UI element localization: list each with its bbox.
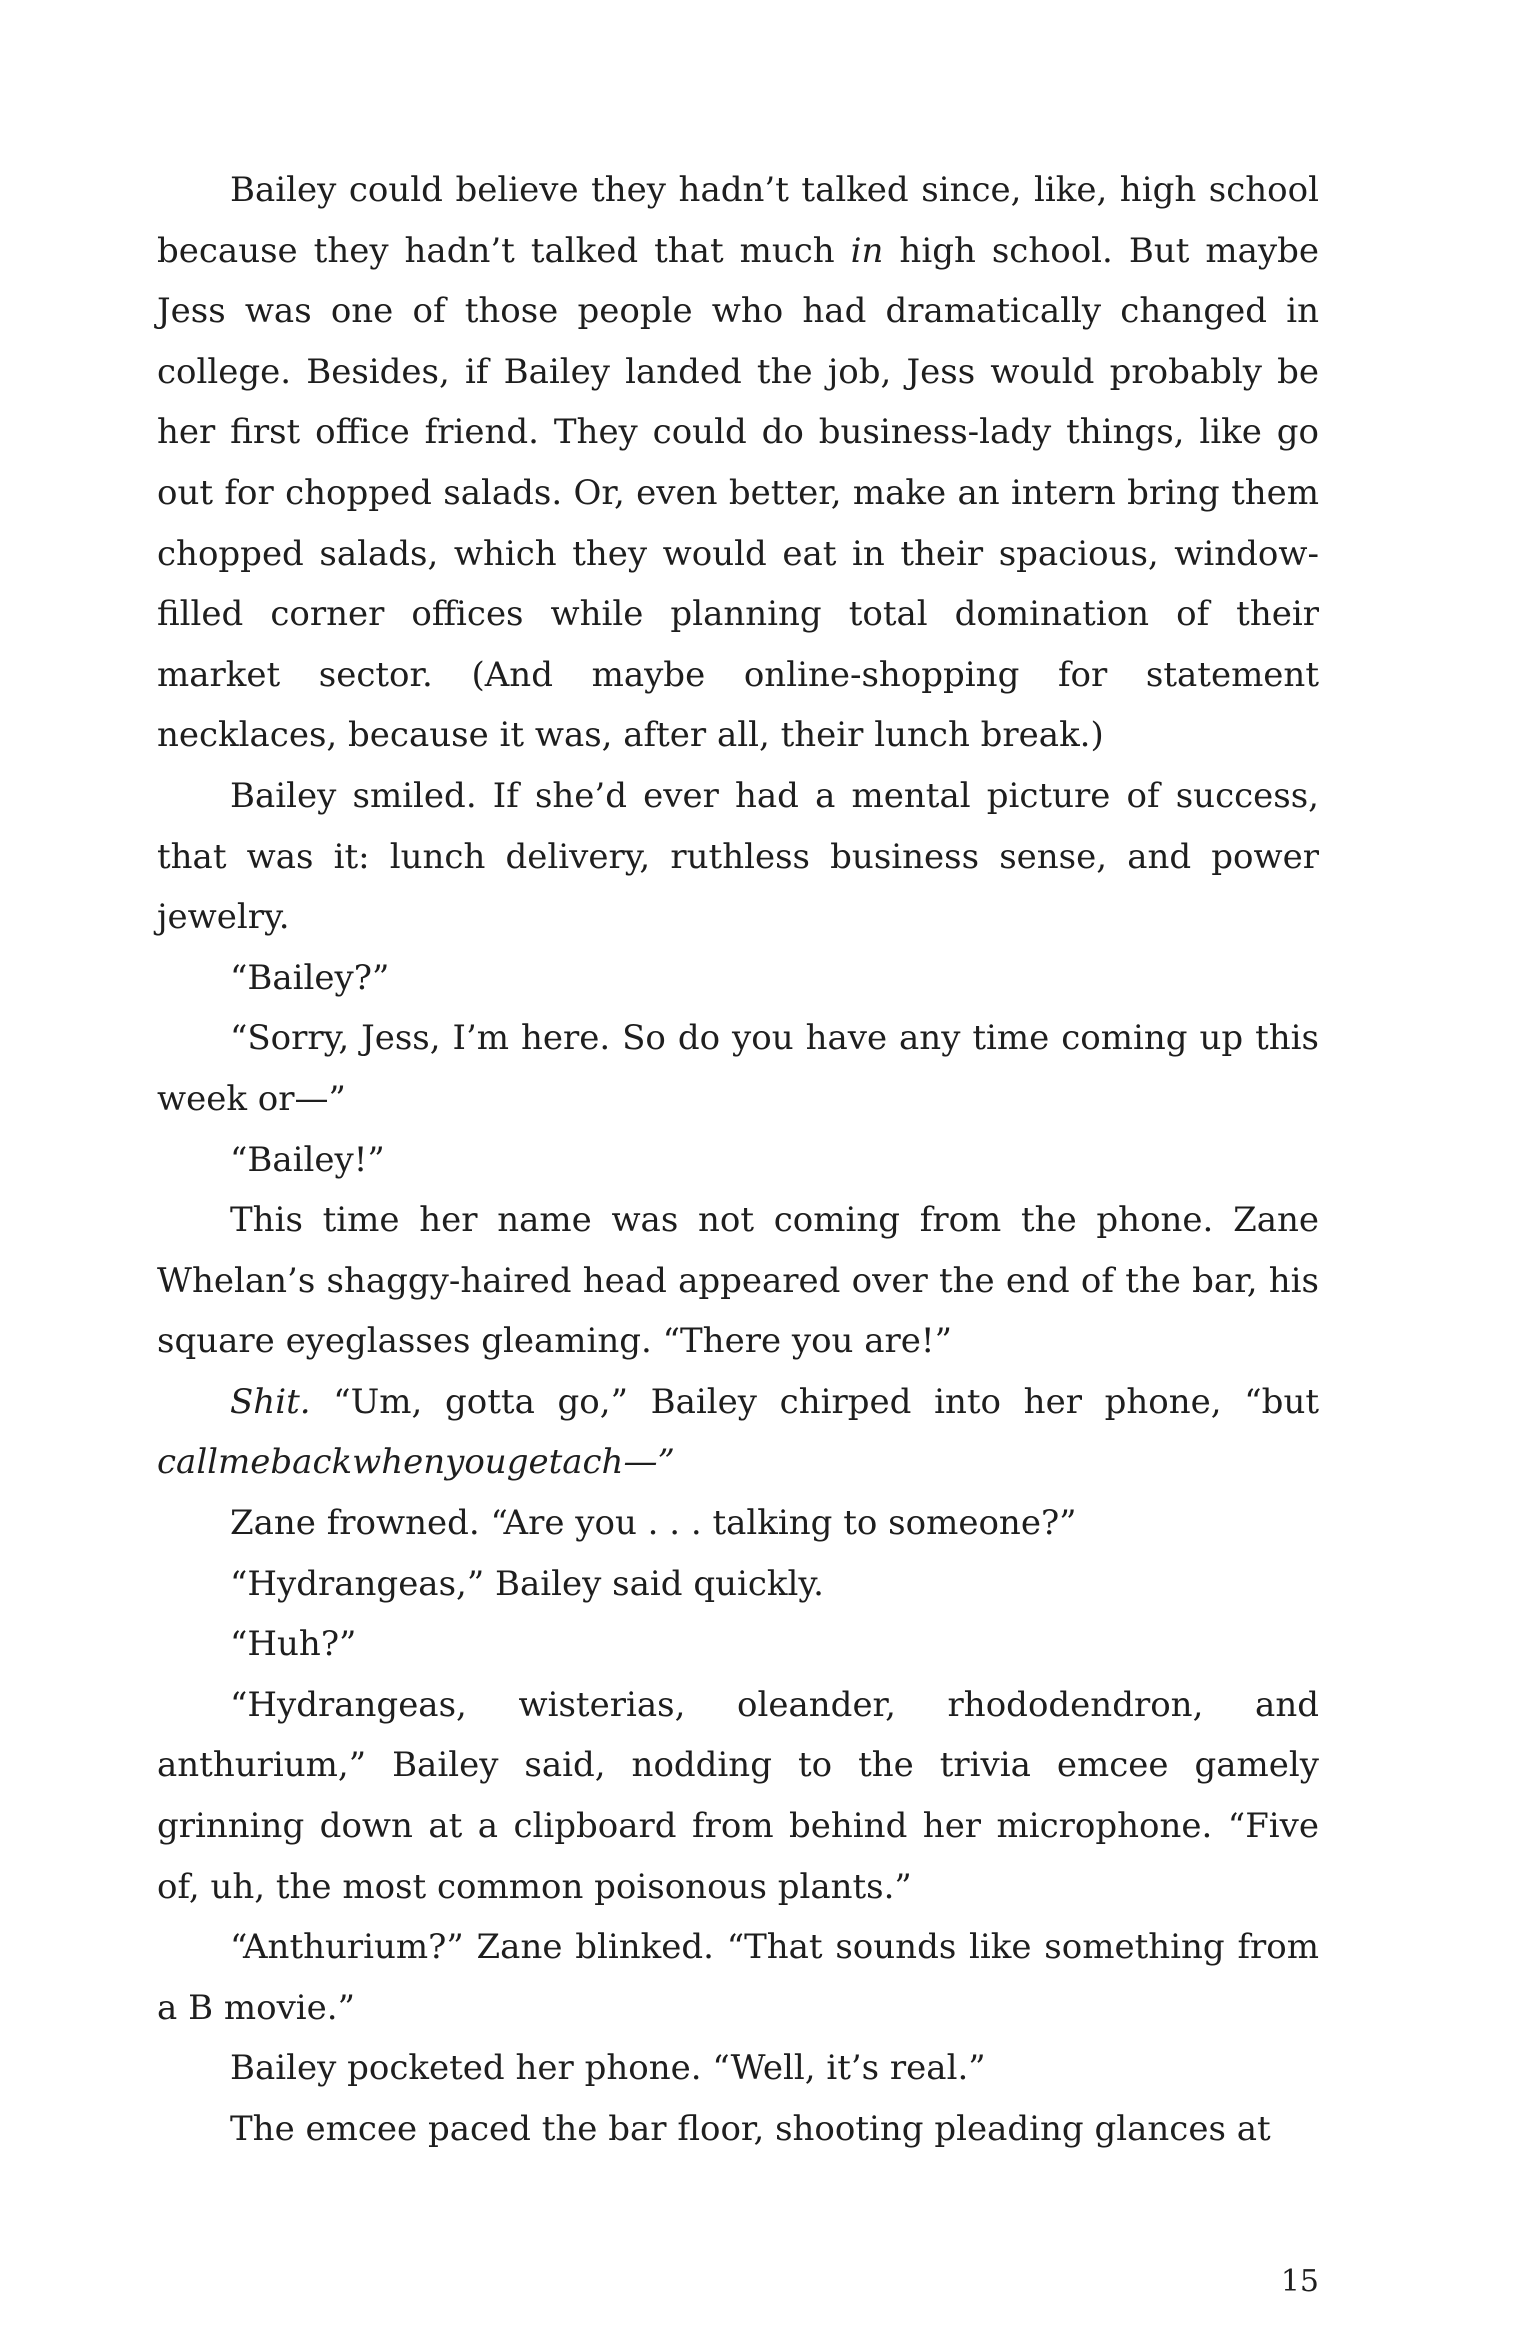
paragraph [157,1008,1319,1129]
text-run: “Sorry, Jess, I’m here. So do you have any time coming up this week or—” [157,1018,1319,1119]
paragraph [157,2038,1319,2099]
text-run: Zane frowned. “Are you . . . talking to someone?” [230,1503,1077,1544]
text-run: “Um, gotta go,” Bailey chirped into her phone, “but [310,1381,1319,1422]
italic-text-run: Shit. [230,1381,311,1422]
paragraph [157,2099,1319,2160]
paragraph [157,1675,1319,1917]
page-number: 15 [1280,2264,1319,2299]
paragraph [157,1372,1319,1493]
paragraph [157,1493,1319,1554]
text-run: The emcee paced the bar floor, shooting pleading glances at [230,2109,1271,2149]
text-run: Bailey could believe they hadn’t talked since, like, high school because they hadn’t talked that much [157,170,1319,271]
italic-text-run: in [850,230,884,271]
text-run: “Bailey?” [230,957,390,998]
paragraph [157,948,1319,1009]
text-run: “Anthurium?” Zane blinked. “That sounds like something from a B movie.” [157,1927,1319,2028]
text-run: “Hydrangeas, wisterias, oleander, rhododendron, and anthurium,” Bailey said, nodding to the trivia emcee gamely grinning down at a clipboard from behind her microphone. “Five of, uh, the most common poisonous plants.” [157,1684,1319,1907]
text-run: Bailey pocketed her phone. “Well, it’s real.” [230,2048,986,2089]
text-run: high school. But maybe Jess was one of those people who had dramatically changed in college. Besides, if Bailey landed the job, Jess would probably be her first office friend. They could do business-lady things, like go out for chopped salads. Or, even better, make an intern bring them chopped salads, which they would eat in their spacious, window-filled corner offices while planning total domination of their market sector. (And maybe online-shopping for statement necklaces, because it was, after all, their lunch break.) [157,230,1319,756]
text-run: This time her name was not coming from the phone. Zane Whelan’s shaggy-haired head appeared over the end of the bar, his square eyeglasses gleaming. “There you are!” [157,1200,1319,1362]
paragraph [157,1190,1319,1372]
body-text [157,160,1319,2160]
paragraph [157,766,1319,948]
text-run: “Bailey!” [230,1139,385,1180]
paragraph [157,1130,1319,1191]
paragraph [157,160,1319,766]
paragraph [157,1614,1319,1675]
paragraph [157,1554,1319,1615]
text-run: “Huh?” [230,1624,357,1665]
text-run: “Hydrangeas,” Bailey said quickly. [230,1563,824,1604]
paragraph [157,1917,1319,2038]
italic-text-run: callmebackwhenyougetach—” [157,1442,675,1483]
text-run: Bailey smiled. If she’d ever had a mental picture of success, that was it: lunch delivery, ruthless business sense, and power jewelry. [157,775,1319,938]
